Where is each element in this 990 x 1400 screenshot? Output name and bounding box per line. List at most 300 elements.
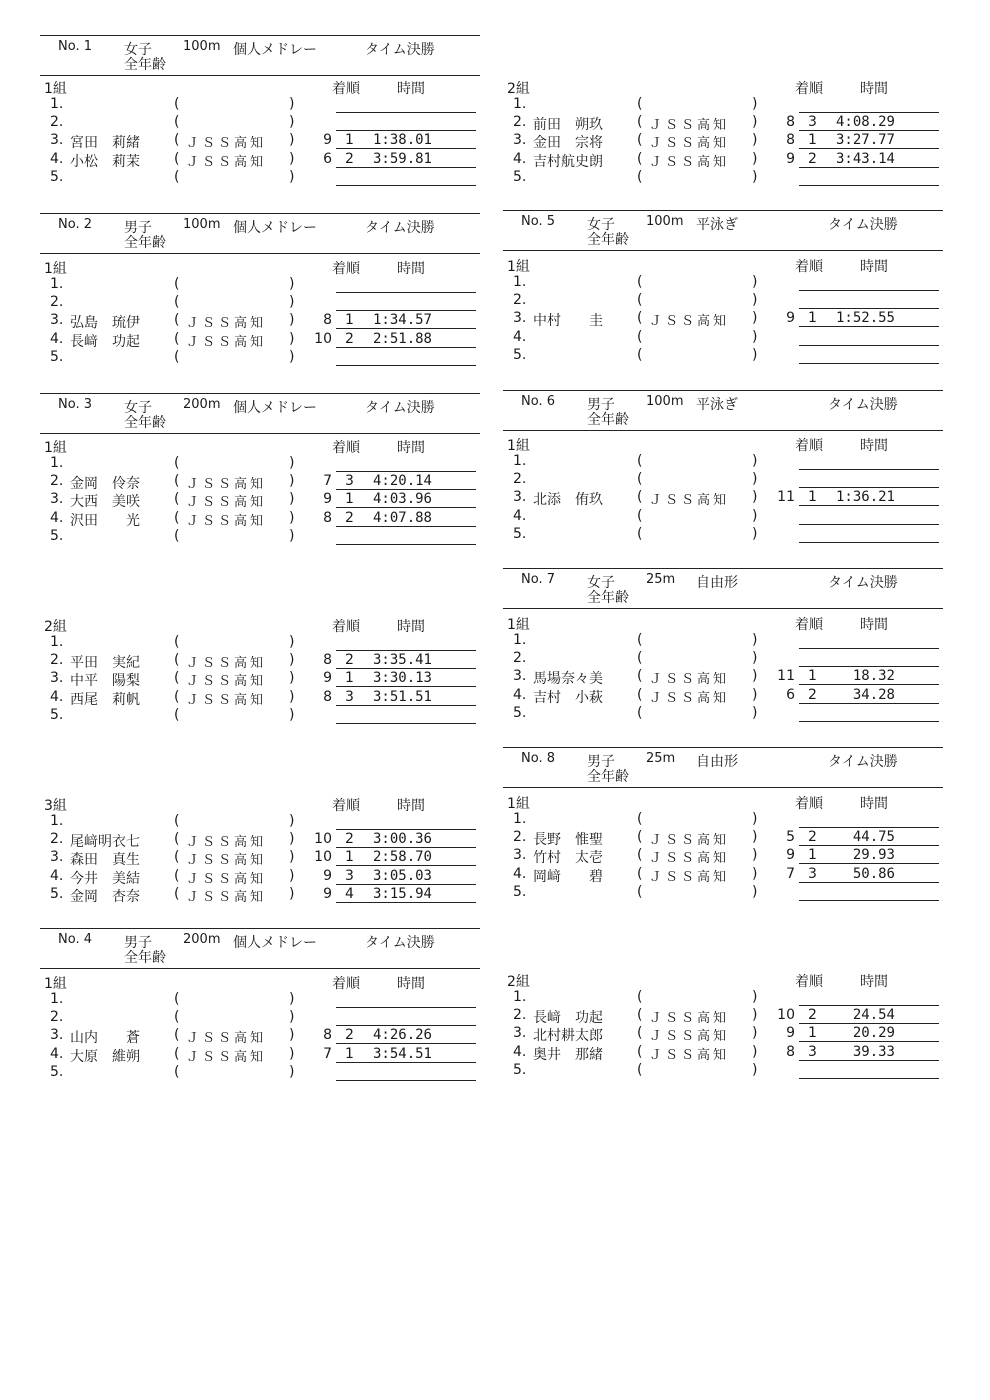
heat-name: 2組 xyxy=(44,619,67,635)
result-underline xyxy=(336,526,476,527)
heat-name: 1組 xyxy=(507,796,530,812)
club-open-paren: ( xyxy=(637,865,643,882)
club-open-paren: ( xyxy=(637,114,643,131)
heat-header xyxy=(503,435,943,453)
event-header xyxy=(40,928,480,972)
event-stroke: 個人メドレー xyxy=(233,400,317,416)
swimmer-name: 吉村 小萩 xyxy=(533,689,603,706)
event-stroke: 平泳ぎ xyxy=(696,397,738,413)
result-underline xyxy=(336,292,476,293)
result-underline xyxy=(799,845,939,846)
club-close-paren: ) xyxy=(289,634,295,650)
result-underline xyxy=(336,365,476,366)
club-name: ＪＳＳ高知 xyxy=(186,136,267,152)
finish-place: 3 xyxy=(808,865,817,882)
lane-number: 5. xyxy=(513,525,527,542)
header-rule-top xyxy=(503,390,943,391)
club-open-paren: ( xyxy=(637,632,643,648)
lane-number: 4. xyxy=(50,150,64,167)
heat-header xyxy=(503,256,943,274)
lane-number: 1. xyxy=(513,274,527,290)
club-open-paren: ( xyxy=(174,991,180,1007)
lane-number: 4. xyxy=(50,688,64,705)
finish-time: 3:54.51 xyxy=(372,1045,432,1062)
time-column-header: 時間 xyxy=(860,81,888,97)
result-underline xyxy=(799,1041,939,1042)
swimmer-age: 7 xyxy=(786,865,795,882)
club-name: ＪＳＳ高知 xyxy=(186,513,267,529)
event-distance: 200m xyxy=(183,932,221,947)
heat-header xyxy=(503,614,943,632)
result-underline xyxy=(336,668,476,669)
finish-place: 1 xyxy=(808,1025,817,1042)
heat-header xyxy=(40,258,480,276)
club-open-paren: ( xyxy=(637,1025,643,1042)
heat-header xyxy=(503,971,943,989)
swimmer-age: 10 xyxy=(314,849,332,866)
result-row xyxy=(503,687,943,705)
lane-number: 1. xyxy=(513,96,527,112)
result-underline xyxy=(799,148,939,149)
heat-header xyxy=(503,793,943,811)
result-row xyxy=(503,1025,943,1043)
club-close-paren: ) xyxy=(752,1043,758,1060)
lane-number: 5. xyxy=(513,883,527,900)
finish-place: 3 xyxy=(345,688,354,705)
header-rule-top xyxy=(40,213,480,214)
event-number: No. 5 xyxy=(521,214,555,229)
place-column-header: 着順 xyxy=(332,619,360,635)
event-header xyxy=(503,210,943,254)
club-name: ＪＳＳ高知 xyxy=(186,656,267,672)
header-rule-bottom xyxy=(503,608,943,609)
club-close-paren: ) xyxy=(752,168,758,185)
lane-number: 3. xyxy=(513,847,527,864)
result-row xyxy=(503,132,943,150)
event-age-group: 全年齢 xyxy=(124,57,166,73)
event-sex: 男子 xyxy=(124,220,152,236)
event-distance: 25m xyxy=(646,572,676,587)
club-close-paren: ) xyxy=(289,491,295,508)
result-underline xyxy=(799,326,939,327)
swimmer-age: 6 xyxy=(323,150,332,167)
swimmer-age: 9 xyxy=(323,867,332,884)
heat-header xyxy=(40,795,480,813)
finish-place: 2 xyxy=(345,150,354,167)
header-rule-bottom xyxy=(40,968,480,969)
swimmer-name: 弘島 琉伊 xyxy=(70,315,140,332)
club-open-paren: ( xyxy=(637,883,643,900)
result-underline xyxy=(336,328,476,329)
result-row xyxy=(40,276,480,294)
result-row xyxy=(503,1007,943,1025)
event-sex: 男子 xyxy=(587,754,615,770)
finish-time: 1:34.57 xyxy=(372,312,432,329)
lane-number: 2. xyxy=(50,1009,64,1026)
club-close-paren: ) xyxy=(752,507,758,524)
club-open-paren: ( xyxy=(174,114,180,131)
event-number: No. 4 xyxy=(58,932,92,947)
result-row xyxy=(503,650,943,668)
lane-number: 5. xyxy=(513,1061,527,1078)
club-open-paren: ( xyxy=(637,704,643,721)
result-underline xyxy=(336,167,476,168)
header-rule-top xyxy=(503,747,943,748)
swimmer-name: 尾﨑明衣七 xyxy=(70,834,140,851)
club-close-paren: ) xyxy=(752,292,758,309)
lane-number: 3. xyxy=(50,312,64,329)
event-age-group: 全年齢 xyxy=(124,950,166,966)
swimmer-age: 10 xyxy=(314,330,332,347)
lane-number: 3. xyxy=(513,310,527,327)
finish-time: 34.28 xyxy=(852,686,895,703)
club-name: ＪＳＳ高知 xyxy=(186,477,267,493)
result-underline xyxy=(336,902,476,903)
swimmer-name: 大西 美咲 xyxy=(70,494,140,511)
heat-name: 1組 xyxy=(507,259,530,275)
club-name: ＪＳＳ高知 xyxy=(649,1011,730,1027)
club-name: ＪＳＳ高知 xyxy=(186,1031,267,1047)
club-close-paren: ) xyxy=(289,473,295,490)
result-underline xyxy=(336,884,476,885)
club-close-paren: ) xyxy=(752,829,758,846)
finish-time: 1:36.21 xyxy=(835,489,895,506)
club-close-paren: ) xyxy=(752,346,758,363)
result-row xyxy=(40,528,480,546)
result-row xyxy=(503,632,943,650)
result-underline xyxy=(336,471,476,472)
swimmer-name: 長野 惟聖 xyxy=(533,832,603,849)
club-close-paren: ) xyxy=(289,168,295,185)
heat-name: 3組 xyxy=(44,798,67,814)
lane-number: 2. xyxy=(50,294,64,311)
header-rule-top xyxy=(503,210,943,211)
swimmer-name: 金岡 伶奈 xyxy=(70,476,140,493)
club-close-paren: ) xyxy=(752,883,758,900)
result-underline xyxy=(799,721,939,722)
finish-time: 39.33 xyxy=(852,1043,895,1060)
finish-place: 1 xyxy=(345,312,354,329)
result-underline xyxy=(336,112,476,113)
result-row xyxy=(503,847,943,865)
finish-time: 24.54 xyxy=(852,1007,895,1024)
event-sex: 女子 xyxy=(587,575,615,591)
lane-number: 3. xyxy=(513,489,527,506)
swimmer-age: 11 xyxy=(777,489,795,506)
finish-time: 3:30.13 xyxy=(372,670,432,687)
result-underline xyxy=(799,542,939,543)
heat-header xyxy=(40,78,480,96)
result-row xyxy=(503,114,943,132)
result-row xyxy=(503,489,943,507)
result-row xyxy=(40,991,480,1009)
result-row xyxy=(503,310,943,328)
club-close-paren: ) xyxy=(752,865,758,882)
result-row xyxy=(40,707,480,725)
finish-place: 3 xyxy=(808,114,817,131)
result-underline xyxy=(336,686,476,687)
lane-number: 1. xyxy=(50,813,64,829)
lane-number: 3. xyxy=(50,670,64,687)
header-rule-top xyxy=(40,928,480,929)
club-close-paren: ) xyxy=(752,150,758,167)
lane-number: 2. xyxy=(513,650,527,667)
header-rule-top xyxy=(40,393,480,394)
result-underline xyxy=(336,185,476,186)
time-column-header: 時間 xyxy=(860,617,888,633)
result-row xyxy=(503,829,943,847)
swimmer-age: 10 xyxy=(314,831,332,848)
header-rule-top xyxy=(503,568,943,569)
result-row xyxy=(40,652,480,670)
finish-place: 2 xyxy=(345,652,354,669)
club-open-paren: ( xyxy=(637,525,643,542)
event-distance: 25m xyxy=(646,751,676,766)
swimmer-age: 8 xyxy=(323,652,332,669)
club-open-paren: ( xyxy=(637,168,643,185)
result-row xyxy=(503,811,943,829)
lane-number: 1. xyxy=(513,453,527,469)
result-row xyxy=(503,471,943,489)
finish-time: 3:05.03 xyxy=(372,867,432,884)
finish-time: 3:59.81 xyxy=(372,150,432,167)
club-close-paren: ) xyxy=(289,96,295,112)
club-close-paren: ) xyxy=(752,132,758,149)
swimmer-name: 中平 陽梨 xyxy=(70,673,140,690)
swimmer-name: 長﨑 功起 xyxy=(533,1010,603,1027)
time-column-header: 時間 xyxy=(397,81,425,97)
finish-place: 1 xyxy=(345,849,354,866)
club-close-paren: ) xyxy=(289,849,295,866)
lane-number: 2. xyxy=(513,471,527,488)
event-race-type: タイム決勝 xyxy=(828,575,898,591)
result-underline xyxy=(799,185,939,186)
event-race-type: タイム決勝 xyxy=(828,397,898,413)
finish-place: 1 xyxy=(345,132,354,149)
result-underline xyxy=(336,148,476,149)
finish-place: 2 xyxy=(808,686,817,703)
club-open-paren: ( xyxy=(637,150,643,167)
swimmer-name: 金田 宗将 xyxy=(533,135,603,152)
place-column-header: 着順 xyxy=(795,81,823,97)
result-underline xyxy=(336,723,476,724)
lane-number: 4. xyxy=(513,686,527,703)
heat-name: 2組 xyxy=(507,81,530,97)
result-row xyxy=(40,114,480,132)
finish-place: 1 xyxy=(808,668,817,685)
club-name: ＪＳＳ高知 xyxy=(649,493,730,509)
club-open-paren: ( xyxy=(637,1043,643,1060)
club-open-paren: ( xyxy=(174,150,180,167)
club-open-paren: ( xyxy=(174,670,180,687)
finish-time: 4:26.26 xyxy=(372,1027,432,1044)
swimmer-name: 奥井 那緒 xyxy=(533,1046,603,1063)
club-open-paren: ( xyxy=(637,132,643,149)
finish-place: 2 xyxy=(808,829,817,846)
lane-number: 5. xyxy=(50,885,64,902)
result-underline xyxy=(799,648,939,649)
swimmer-age: 8 xyxy=(323,1027,332,1044)
club-name: ＪＳＳ高知 xyxy=(186,674,267,690)
result-row xyxy=(40,670,480,688)
result-underline xyxy=(336,1080,476,1081)
header-rule-bottom xyxy=(40,433,480,434)
lane-number: 4. xyxy=(50,1045,64,1062)
club-open-paren: ( xyxy=(174,294,180,311)
result-underline xyxy=(336,130,476,131)
club-close-paren: ) xyxy=(752,274,758,290)
club-open-paren: ( xyxy=(637,274,643,290)
club-open-paren: ( xyxy=(174,1009,180,1026)
club-close-paren: ) xyxy=(289,509,295,526)
lane-number: 4. xyxy=(513,865,527,882)
result-underline xyxy=(799,112,939,113)
club-name: ＪＳＳ高知 xyxy=(649,1029,730,1045)
club-close-paren: ) xyxy=(752,489,758,506)
club-close-paren: ) xyxy=(752,989,758,1005)
club-open-paren: ( xyxy=(174,473,180,490)
club-close-paren: ) xyxy=(289,150,295,167)
finish-place: 1 xyxy=(808,132,817,149)
result-underline xyxy=(336,1062,476,1063)
club-close-paren: ) xyxy=(289,688,295,705)
club-open-paren: ( xyxy=(637,1061,643,1078)
result-underline xyxy=(799,363,939,364)
time-column-header: 時間 xyxy=(397,440,425,456)
event-age-group: 全年齢 xyxy=(587,590,629,606)
club-name: ＪＳＳ高知 xyxy=(186,871,267,887)
club-open-paren: ( xyxy=(637,686,643,703)
lane-number: 3. xyxy=(513,668,527,685)
result-row xyxy=(40,294,480,312)
club-name: ＪＳＳ高知 xyxy=(649,136,730,152)
finish-place: 2 xyxy=(345,330,354,347)
lane-number: 2. xyxy=(50,831,64,848)
club-close-paren: ) xyxy=(752,1061,758,1078)
club-close-paren: ) xyxy=(289,831,295,848)
result-underline xyxy=(336,489,476,490)
event-sex: 男子 xyxy=(124,935,152,951)
club-name: ＪＳＳ高知 xyxy=(186,495,267,511)
club-name: ＪＳＳ高知 xyxy=(649,1047,730,1063)
swimmer-age: 10 xyxy=(777,1007,795,1024)
club-close-paren: ) xyxy=(752,650,758,667)
club-name: ＪＳＳ高知 xyxy=(186,692,267,708)
result-row xyxy=(40,169,480,187)
header-rule-top xyxy=(40,35,480,36)
club-open-paren: ( xyxy=(174,132,180,149)
result-row xyxy=(503,292,943,310)
heat-header xyxy=(40,973,480,991)
finish-place: 3 xyxy=(345,867,354,884)
result-underline xyxy=(336,507,476,508)
swimmer-age: 9 xyxy=(323,132,332,149)
event-number: No. 1 xyxy=(58,39,92,54)
heat-header xyxy=(40,437,480,455)
result-underline xyxy=(799,882,939,883)
place-column-header: 着順 xyxy=(795,259,823,275)
lane-number: 4. xyxy=(513,1043,527,1060)
lane-number: 1. xyxy=(50,991,64,1007)
finish-time: 20.29 xyxy=(852,1025,895,1042)
event-stroke: 自由形 xyxy=(696,575,738,591)
finish-time: 29.93 xyxy=(852,847,895,864)
result-underline xyxy=(799,524,939,525)
finish-place: 4 xyxy=(345,885,354,902)
club-open-paren: ( xyxy=(174,706,180,723)
event-age-group: 全年齢 xyxy=(587,769,629,785)
swimmer-age: 8 xyxy=(323,688,332,705)
club-close-paren: ) xyxy=(752,1025,758,1042)
result-row xyxy=(503,1062,943,1080)
time-column-header: 時間 xyxy=(860,796,888,812)
club-name: ＪＳＳ高知 xyxy=(186,853,267,869)
club-open-paren: ( xyxy=(637,96,643,112)
place-column-header: 着順 xyxy=(332,976,360,992)
club-close-paren: ) xyxy=(752,310,758,327)
event-race-type: タイム決勝 xyxy=(365,935,435,951)
lane-number: 2. xyxy=(513,1007,527,1024)
place-column-header: 着順 xyxy=(332,440,360,456)
header-rule-bottom xyxy=(40,75,480,76)
club-open-paren: ( xyxy=(174,688,180,705)
header-rule-bottom xyxy=(503,250,943,251)
club-open-paren: ( xyxy=(174,1045,180,1062)
heat-name: 1組 xyxy=(44,976,67,992)
result-row xyxy=(40,132,480,150)
result-row xyxy=(40,813,480,831)
club-open-paren: ( xyxy=(637,453,643,469)
swimmer-name: 金岡 杏奈 xyxy=(70,888,140,905)
club-open-paren: ( xyxy=(637,292,643,309)
result-underline xyxy=(799,684,939,685)
lane-number: 5. xyxy=(513,704,527,721)
club-name: ＪＳＳ高知 xyxy=(186,1049,267,1065)
swimmer-name: 吉村航史朗 xyxy=(533,153,603,170)
finish-time: 3:43.14 xyxy=(835,150,895,167)
result-underline xyxy=(799,900,939,901)
club-open-paren: ( xyxy=(637,829,643,846)
club-name: ＪＳＳ高知 xyxy=(649,154,730,170)
finish-place: 1 xyxy=(345,670,354,687)
club-open-paren: ( xyxy=(174,348,180,365)
event-header xyxy=(503,747,943,791)
club-open-paren: ( xyxy=(174,867,180,884)
finish-place: 3 xyxy=(345,473,354,490)
event-stroke: 個人メドレー xyxy=(233,42,317,58)
club-open-paren: ( xyxy=(174,1027,180,1044)
result-row xyxy=(503,1044,943,1062)
club-close-paren: ) xyxy=(752,96,758,112)
club-open-paren: ( xyxy=(174,831,180,848)
event-number: No. 2 xyxy=(58,217,92,232)
lane-number: 5. xyxy=(50,168,64,185)
club-close-paren: ) xyxy=(289,1045,295,1062)
swimmer-age: 8 xyxy=(786,1043,795,1060)
event-header xyxy=(503,568,943,612)
finish-place: 1 xyxy=(808,489,817,506)
club-name: ＪＳＳ高知 xyxy=(649,833,730,849)
club-close-paren: ) xyxy=(289,991,295,1007)
event-distance: 100m xyxy=(646,394,684,409)
lane-number: 1. xyxy=(50,634,64,650)
finish-time: 3:15.94 xyxy=(372,885,432,902)
club-name: ＪＳＳ高知 xyxy=(649,314,730,330)
lane-number: 1. xyxy=(50,96,64,112)
result-underline xyxy=(799,130,939,131)
finish-time: 3:51.51 xyxy=(372,688,432,705)
club-close-paren: ) xyxy=(289,348,295,365)
